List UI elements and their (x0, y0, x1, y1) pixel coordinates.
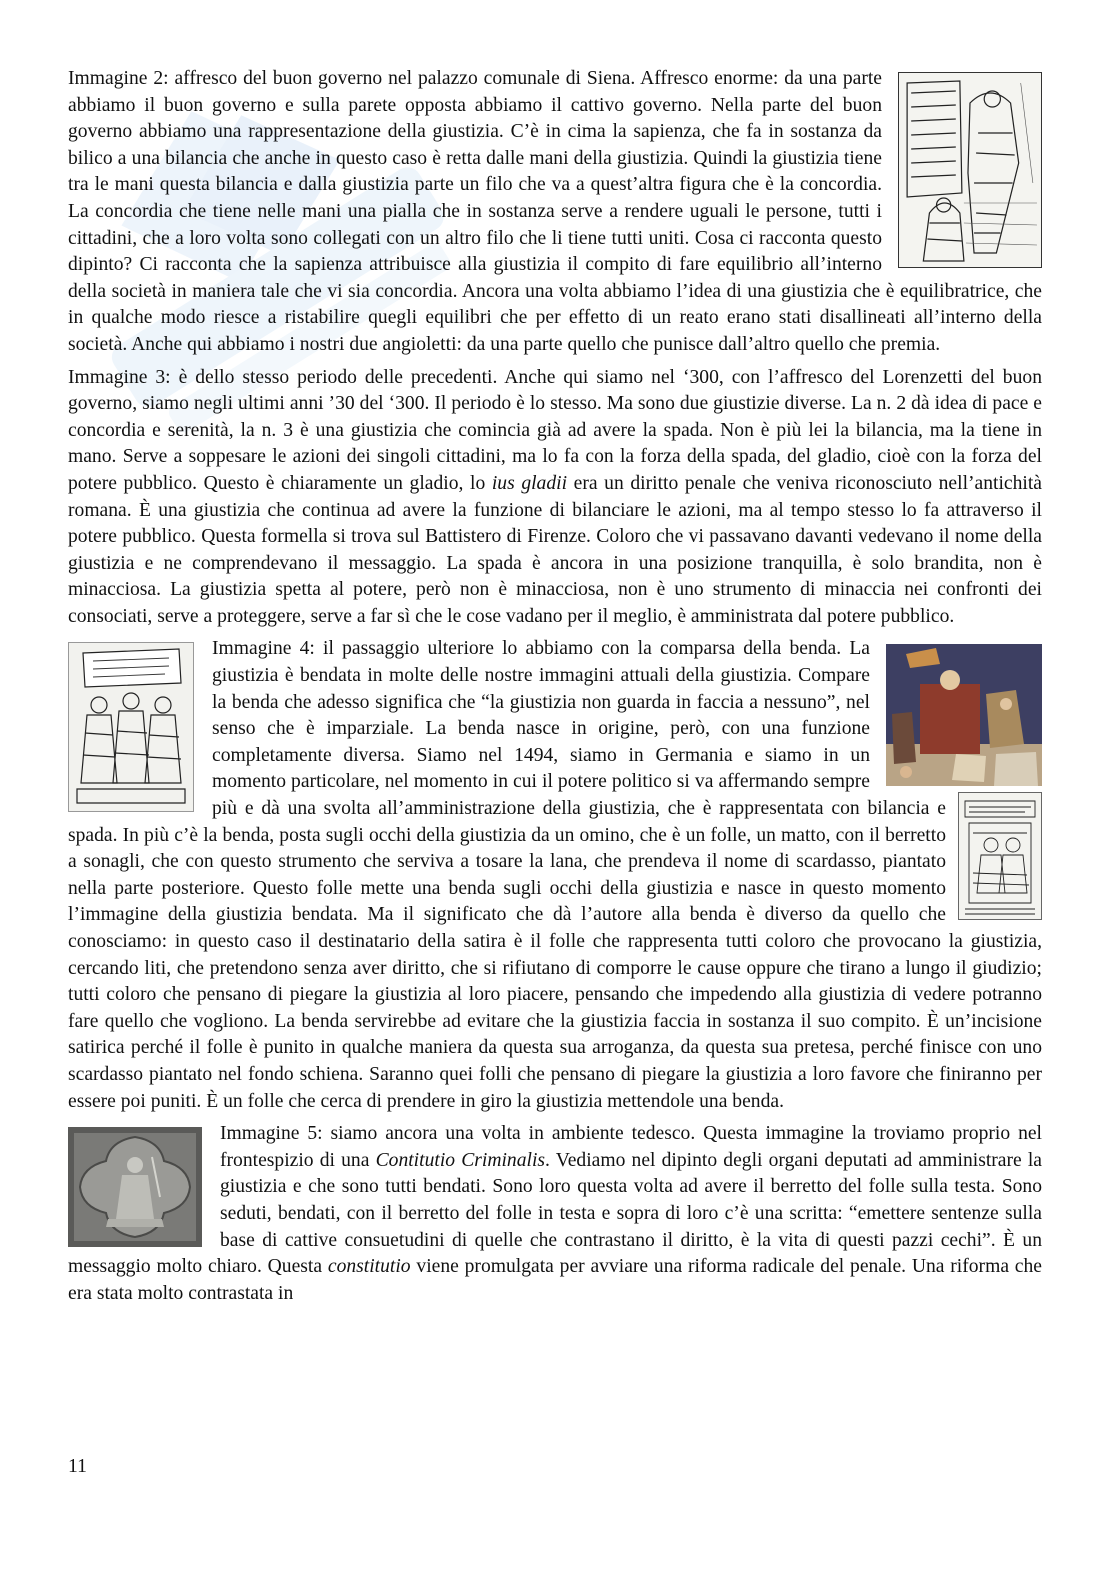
italic-term-ius-gladii: ius gladii (491, 472, 568, 494)
page-number: 11 (68, 1456, 87, 1477)
figure-woodcut-judges (68, 642, 194, 812)
paragraph-immagine-2: Immagine 2: affresco del buon governo nel palazzo comunale di Siena. Affresco enorme: da una parte abbiamo il buon governo e sulla parete opposta abbiamo il cattivo governo. Nella parte del buon governo abbiamo una rappresentazione della giustizia. C’è in cima la sapienza, che fa in sostanza da bilico a una bilancia che anche in questo caso è retta dalle mani della giustizia. Quindi la giustizia tiene tra le mani questa bilancia e dalla giustizia parte un filo che va a quest’altra figura che è la concordia. La concordia che tiene nelle mani una pialla che in sostanza serve a rendere uguali le persone, tutti i cittadini, che a loro volta sono collegati con un altro filo che li tiene tutti uniti. Cosa ci racconta questo dipinto? Ci racconta che la sapienza attribuisce alla giustizia il compito di fare equilibrio all’interno della società in maniera tale che vi sia concordia. Ancora una volta abbiamo l’idea di una giustizia che è equilibratrice, che in qualche modo riesce a ristabilire quegli equilibri che per effetto di un reato erano stati disallineati all’interno della società. Anche qui abbiamo i nostri due angioletti: da una parte quello che punisce dall’altro quello che premia. (68, 68, 1042, 355)
italic-term-constitutio: constitutio (327, 1256, 411, 1278)
italic-term-contitutio-criminalis: Contitutio Criminalis (375, 1149, 546, 1171)
figure-woodcut-blindfold (898, 72, 1042, 268)
paragraph-text: era un diritto penale che veniva riconosciuto nell’antichità romana. È una giustizia che continua ad avere la funzione di bilanciare le azioni, ma al tempo stesso lo fa attraverso il potere pubblico. Questa formella si trova sul Battistero di Firenze. Coloro che vi passavano davanti vedevano il nome della giustizia e ne comprendevano il messaggio. La spada è ancora in una posizione tranquilla, è solo brandita, non è minacciosa. La giustizia spetta al potere, però non è minacciosa, non è uno strumento di minaccia nei confronti dei consociati, serve a proteggere, serve a far sì che le cose vadano per il meglio, è amministrata dal potere pubblico. (68, 472, 1043, 627)
document-body (68, 66, 1042, 1313)
paragraph-text: . Vediamo nel dipinto degli organi deputati ad amministrare la giustizia e che sono tutti bendati. Sono loro questa volta ad avere il berretto del folle sulla testa. Sono seduti, bendati, con il berretto del folle in testa e sopra di loro c’è una scritta: “emettere sentenze sulla base di cattive consuetudini di quelle che contrastano il diritto, è la vita di questi pazzi cechi”. È un messaggio molto chiaro. Questa (68, 1149, 1043, 1278)
paragraph-immagine-5 (68, 1121, 1042, 1307)
figure-bronze-relief (68, 1127, 202, 1247)
paragraph-immagine-4: Immagine 4: il passaggio ulteriore lo abbiamo con la comparsa della benda. La giustizia è bendata in molte delle nostre immagini attuali della giustizia. Compare la benda che adesso significa che “la giustizia non guarda in faccia a nessuno”, nel senso che è imparziale. La benda nasce in origine, però, con una funzione completamente diversa. Siamo nel 1494, siamo in Germania e siamo in un momento particolare, nel momento in cui il potere politico si va affermando sempre più e dà una svolta all’amministrazione della giustizia, che è rappresentata con bilancia e spada. In più c’è la benda, posta sugli occhi della giustizia da un omino, che è un folle, un matto, con il berretto a sonagli, che con questo strumento che serviva a tosare la lana, che prendeva il nome di scardasso, piantato nella parte posteriore. Questo folle mette una benda sugli occhi della giustizia e nasce in questo momento l’immagine della giustizia bendata. Ma il significato che dà l’autore alla benda è diverso da quello che conosciamo: in questo caso il destinatario della satira è il folle che rappresenta tutti coloro che provocano la giustizia, cercando liti, che pretendono senza aver diritto, che si rifiutano di comporre le cause oppure che tirano a lungo il giudizio; tutti coloro che pensano di piegare la giustizia al loro piacere, pensando che impedendo alla giustizia di vedere potranno fare quello che vogliono. La benda servirebbe ad evitare che la giustizia faccia in sostanza il suo compito. È un’incisione satirica perché il folle è punito in qualche maniera da questa sua arroganza, da questa sua pretesa, perché finisce con uno scardasso piantato nel fondo schiena. Saranno quei folli che pensano di piegare la giustizia a loro favore che finiranno per essere poi puniti. È un folle che cerca di prendere in giro la giustizia mettendole una benda. (68, 638, 1042, 1112)
paragraph-text: viene promulgata per avviare una riforma radicale del penale. Una riforma che era stata molto contrastata in (68, 1256, 1042, 1304)
figure-fresco-buon-governo (886, 644, 1042, 786)
paragraph-text: Immagine 3: è dello stesso periodo delle precedenti. Anche qui siamo nel ‘300, con l’affresco del Lorenzetti del buon governo, siamo negli ultimi anni ’30 del ‘300. Il periodo è lo stesso. Ma sono due giustizie diverse. La n. 2 dà idea di pace e concordia e serenità, la n. 3 è una giustizia che comincia già ad avere la spada. Non è più lei la bilancia, ma la tiene in mano. Serve a soppesare le azioni dei singoli cittadini, ma lo fa con la forza della spada, del gladio, cioè con la forza del potere pubblico. Questo è chiaramente un gladio, lo (68, 366, 1042, 494)
paragraph-text: Immagine 5: siamo ancora una volta in ambiente tedesco. Questa immagine la troviamo proprio nel frontespizio di una (220, 1123, 1042, 1171)
figure-frontispiece-engraving (958, 792, 1042, 920)
paragraph-immagine-3 (68, 365, 1042, 631)
